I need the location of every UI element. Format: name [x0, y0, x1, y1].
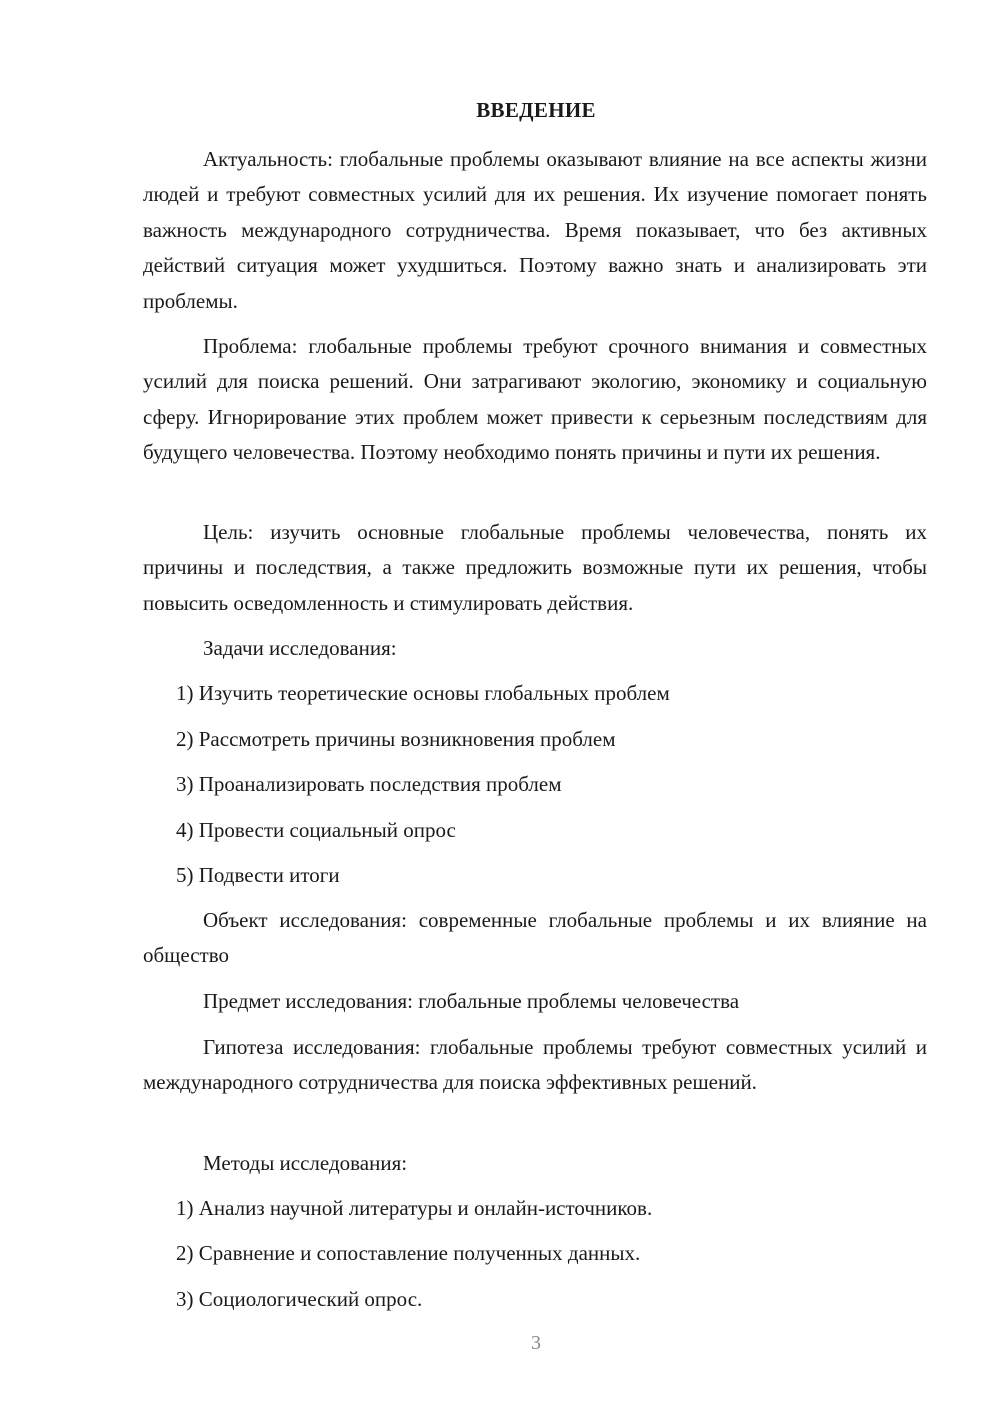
- hypothesis-section: [143, 1030, 927, 1101]
- relevance-section: [143, 142, 927, 319]
- page-number: 3: [531, 1332, 541, 1354]
- method-item: 1) Анализ научной литературы и онлайн-источников.: [176, 1196, 653, 1220]
- object-paragraph: Объект исследования: современные глобальные проблемы и их влияние на общество: [143, 908, 927, 968]
- document-title: ВВЕДЕНИЕ: [476, 98, 596, 122]
- task-item: 4) Провести социальный опрос: [176, 818, 456, 842]
- method-item: 3) Социологический опрос.: [176, 1287, 423, 1311]
- task-item: 3) Проанализировать последствия проблем: [176, 772, 562, 796]
- tasks-heading: Задачи исследования:: [203, 636, 397, 660]
- task-item: 2) Рассмотреть причины возникновения проблем: [176, 727, 616, 751]
- object-section: [143, 903, 927, 974]
- task-item: 1) Изучить теоретические основы глобальных проблем: [176, 681, 670, 705]
- goal-section: [143, 515, 927, 621]
- methods-heading: Методы исследования:: [203, 1151, 408, 1175]
- relevance-paragraph: Актуальность: глобальные проблемы оказывают влияние на все аспекты жизни людей и требуют совместных усилий для их решения. Их изучение помогает понять важность международного сотрудничества. Время показывает, что без активных действий ситуация может ухудшиться. Поэтому важно знать и анализировать эти проблемы.: [143, 147, 927, 313]
- goal-paragraph: Цель: изучить основные глобальные проблемы человечества, понять их причины и последствия, а также предложить возможные пути их решения, чтобы повысить осведомленность и стимулировать действия.: [143, 520, 927, 615]
- method-item: 2) Сравнение и сопоставление полученных данных.: [176, 1241, 641, 1265]
- hypothesis-paragraph: Гипотеза исследования: глобальные проблемы требуют совместных усилий и международного сотрудничества для поиска эффективных решений.: [143, 1035, 927, 1095]
- subject-line: Предмет исследования: глобальные проблемы человечества: [203, 989, 740, 1013]
- task-item: 5) Подвести итоги: [176, 863, 340, 887]
- problem-paragraph: Проблема: глобальные проблемы требуют срочного внимания и совместных усилий для поиска решений. Они затрагивают экологию, экономику и социальную сферу. Игнорирование этих проблем может привести к серьезным последствиям для будущего человечества. Поэтому необходимо понять причины и пути их решения.: [143, 334, 927, 465]
- problem-section: [143, 329, 927, 471]
